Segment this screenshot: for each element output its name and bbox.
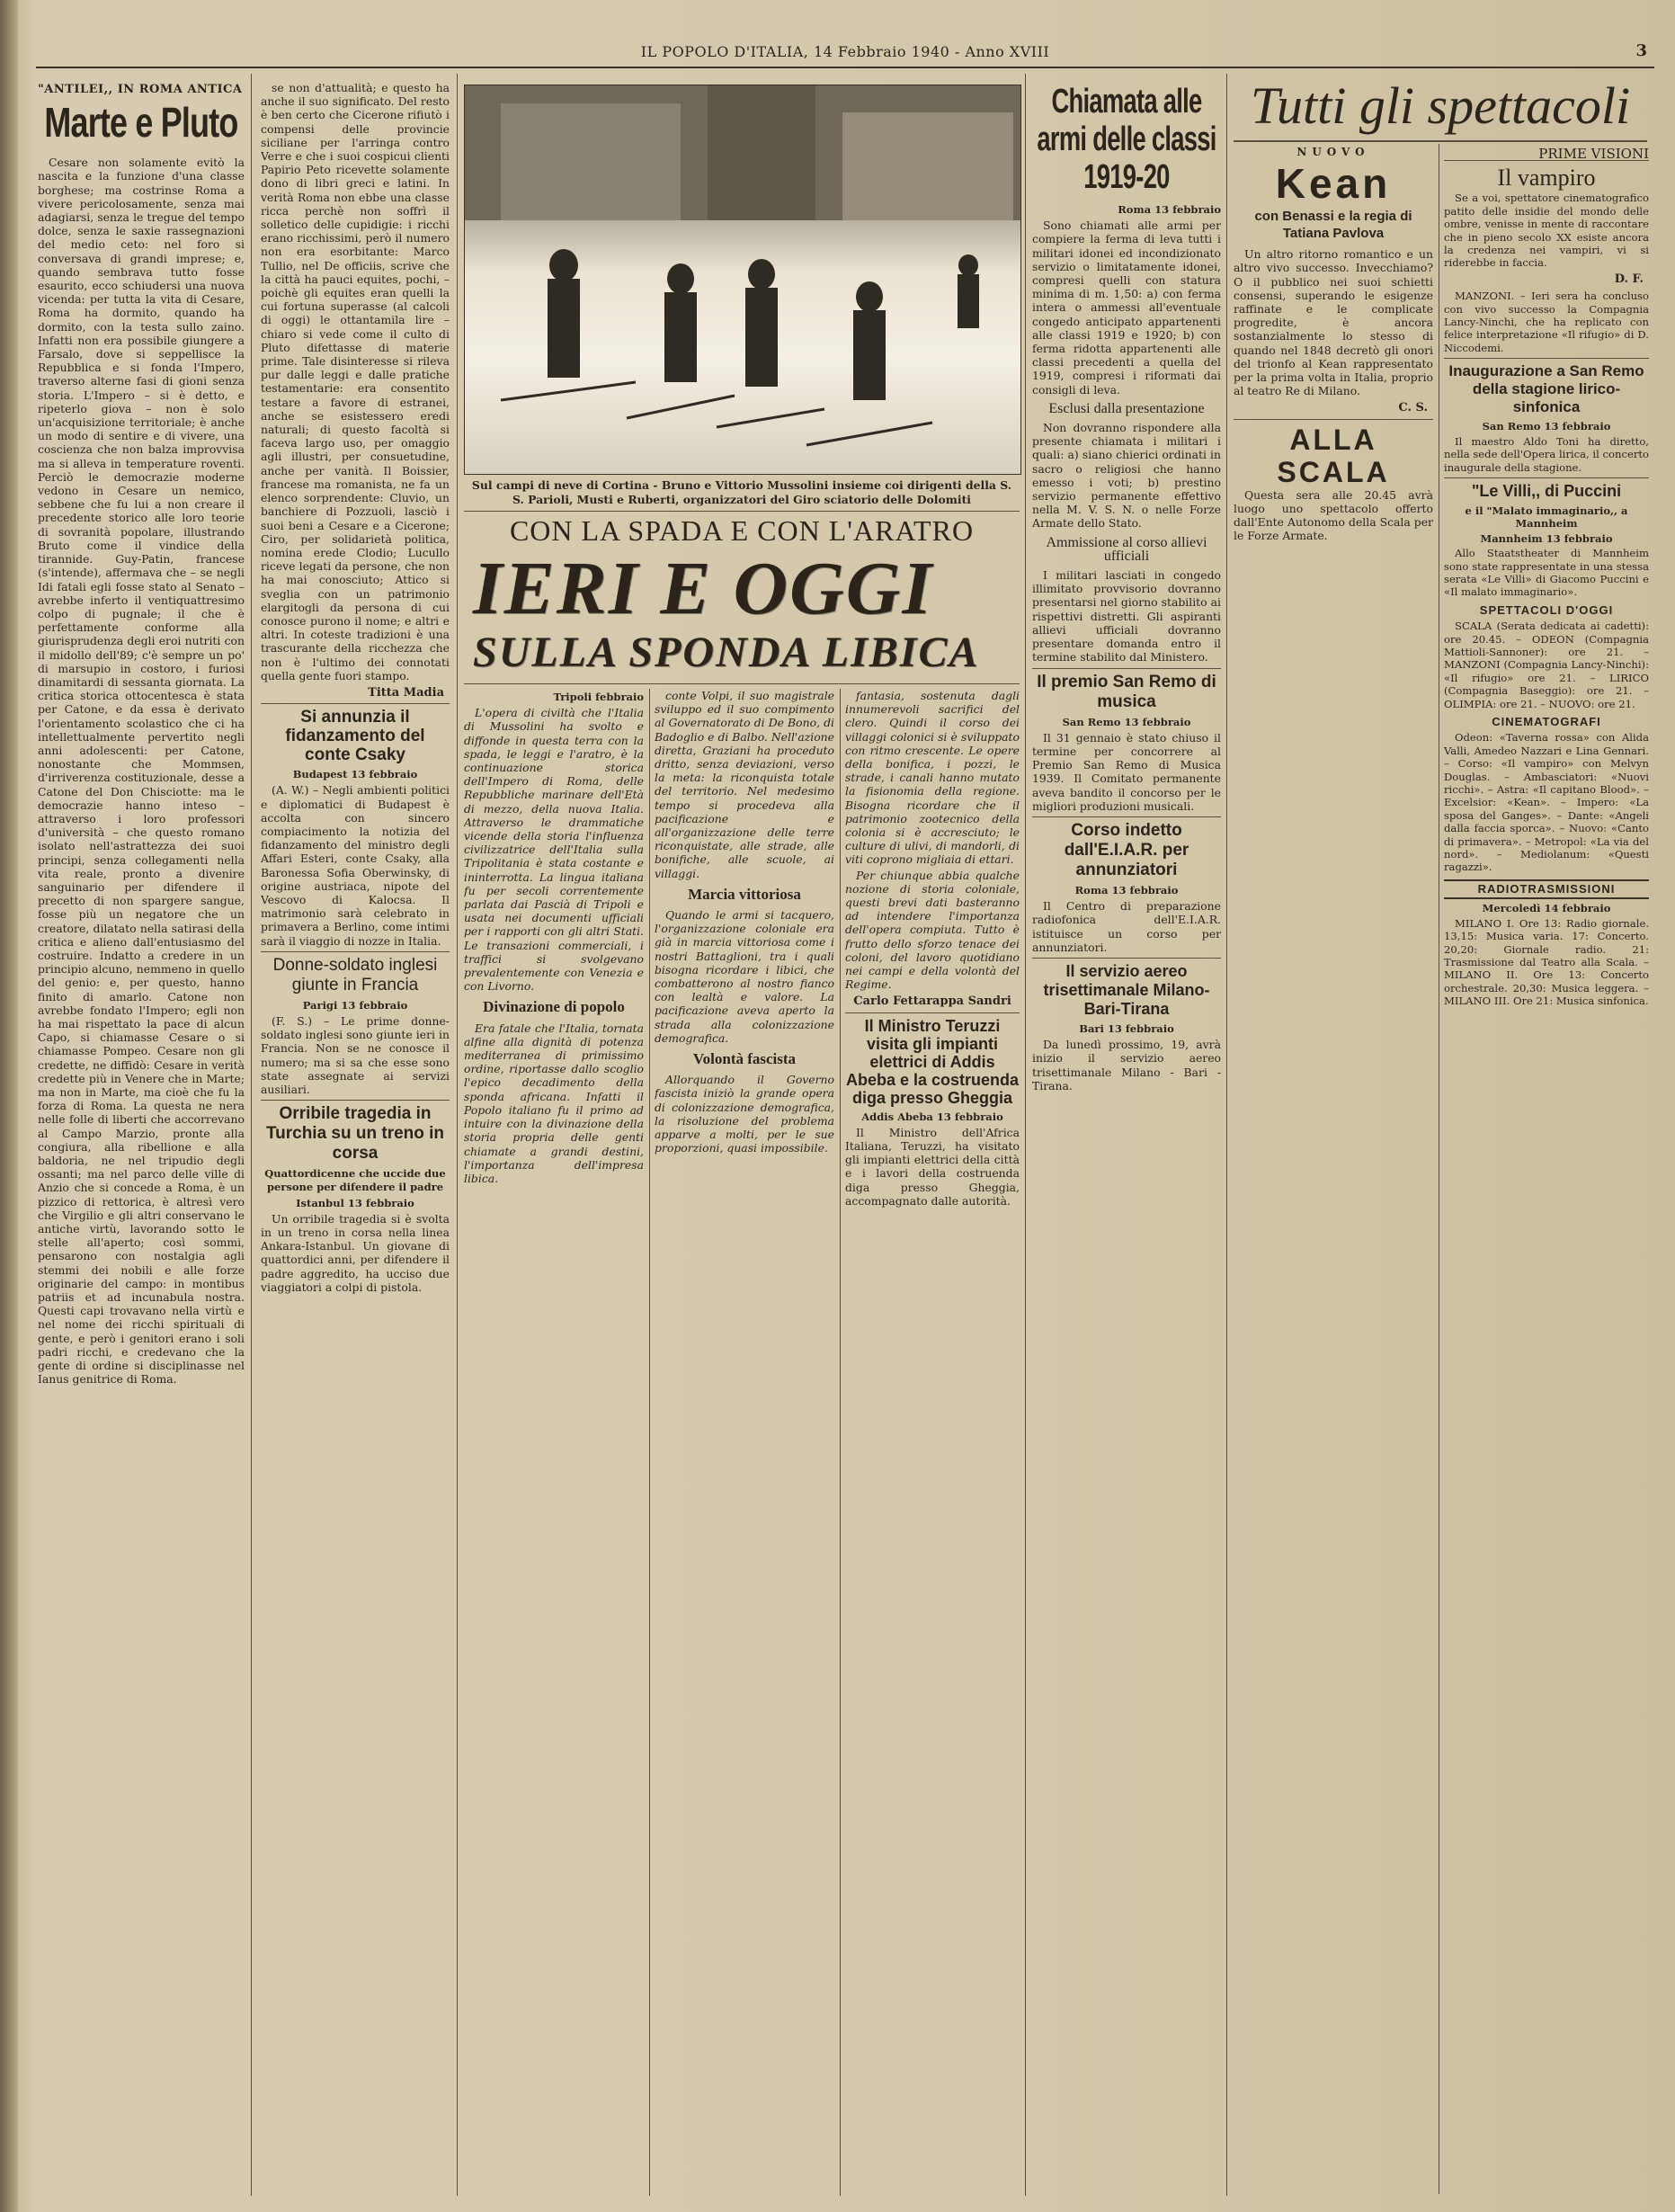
theatre-note: MANZONI. – Ieri sera ha concluso con vivo successo la Compagnia Lancy-Ninchi, che ha replicato con felice interpretazione «Il rifugio» di D. Niccodemi.	[1444, 290, 1649, 354]
news-body: (A. W.) – Negli ambienti politici e diplomatici di Budapest è accolta con sincero compiacimento la notizia del fidanzamento del ministro degli Affari Esteri, conte Csaky, alla Baronessa Sofia Oberwinsky, di origine austriaca, nipote del Vescovo di Kalocsa. Il matrimonio sarà celebrato in primavera a Berlino, come intimi sarà il viaggio di nozze in Italia.	[261, 783, 450, 948]
article-kicker: "ANTILEI,, IN ROMA ANTICA	[38, 83, 243, 96]
divider	[1234, 140, 1647, 142]
libia-subhead: Divinazione di popolo	[483, 998, 625, 1016]
libia-subhead: Marcia vittoriosa	[688, 885, 801, 903]
news-dateline: Addis Abeba 13 febbraio	[861, 1110, 1003, 1123]
news-dateline: Istanbul 13 febbraio	[296, 1196, 414, 1209]
label-nuovo: NUOVO	[1296, 146, 1370, 158]
news-dateline: San Remo 13 febbraio	[1062, 715, 1191, 728]
libia-column-a	[464, 689, 644, 2196]
section-title-spettacoli: Tutti gli spettacoli	[1250, 76, 1631, 135]
news-dateline: Budapest 13 febbraio	[292, 768, 418, 781]
news-headline: Si annunzia il fidanzamento del conte Csaky	[285, 708, 425, 765]
page-header	[36, 40, 1654, 68]
film-subtitle: con Benassi e la regia di Tatiana Pavlova	[1254, 209, 1412, 242]
news-body: Il Centro di preparazione radiofonica dell'E.I.A.R. istituisce un corso per annunziatori.	[1032, 899, 1221, 954]
listing-heading: SPETTACOLI D'OGGI	[1479, 602, 1614, 617]
listing-dateline: Mercoledì 14 febbraio	[1482, 902, 1611, 915]
news-headline: "Le Villi,, di Puccini	[1471, 481, 1622, 500]
film-review: Un altro ritorno romantico e un altro vivo successo. Invecchiamo? O il pubblico nei suoi schietti consensi, superando le esigenze raffinate e le complicate progredite, è ancora sostanzialmente lo stesso di quando nel 1848 decretò gli onori del trionfo al Kean rappresentato per la prima volta in Italia, proprio al teatro Re di Milano.	[1234, 247, 1433, 398]
masthead: IL POPOLO D'ITALIA, 14 Febbraio 1940 - Anno XVIII	[640, 43, 1050, 60]
film-title: Kean	[1275, 160, 1392, 208]
listing-heading: RADIOTRASMISSIONI	[1444, 879, 1649, 899]
news-body: Il maestro Aldo Toni ha diretto, nella sede dell'Opera lirica, il concerto inaugurale della stagione.	[1444, 434, 1649, 474]
news-headline: Il servizio aereo trisettimanale Milano-Bari-Tirana	[1043, 961, 1210, 1018]
libia-body: Per chiunque abbia qualche nozione di storia coloniale, questi brevi dati basteranno ad intendere l'importanza dell'opera compiuta. Tutto è frutto dello sforzo tenace dei coloni, del lavoro quotidiano nei campi e della volontà del Regime.	[845, 868, 1020, 992]
listing-body: Odeon: «Taverna rossa» con Alida Valli, Amedeo Nazzari e Lina Gennari. – Corso: «Il vampiro» con Melvyn Douglas. – Ambasciatori: «Nuovi ricchi». – Astra: «Il capitano Blood». – Excelsior: «Kean». – Impero: «La sposa del Ganges». – Dante: «Angeli dalla faccia sporca». – Nuovo: «Canto di primavera». – Metropol: «La via del nord». – Mediolanum: «Questi ragazzi».	[1444, 731, 1649, 874]
libia-column-c	[845, 689, 1020, 2196]
news-headline: Orribile tragedia in Turchia su un treno in corsa	[265, 1104, 445, 1164]
news-headline: Donne-soldato inglesi giunte in Francia	[272, 955, 438, 995]
article-body: Cesare non solamente evitò la nascita e la funzione d'una classe borghese; ma costrinse Roma a vivere pericolosamente, senza mai adagiarsi, senza le tregue del tempo dolce, senza le saxie rassegnazioni del medio ceto: nel foro si conversava di grandi imprese; e, quando sembrava tutto fosse esaurito, ecco schiudersi una nuova vicenda: per tutta la vita di Cesare, Roma ha dormito, quando ha dormito, con la testa sullo zaino. Infatti non era possibile giungere a Farsalo, dove si seppellisce la Repubblica e si fonda l'Impero, traverso alterne fasi di gioni senza storia. L'Impero – si è detto, e ripeterlo giova – non è solo un'acquisizione territoriale; è anche un modo di sentire e di vivere, una coscienza che non balza improvvisa ma si alleva in temperature roventi. Perciò le democrazie moderne vedono in Cesare un nemico, sebbene che fu lui a non creare il precedente storico alle loro teorie di sovranità popolare, illustrando Bruto come il vindice della tirannide. Guy-Patin, francese (s'intende), affermava che – se negli Idi fatali egli fosse stato al Senato – avrebbe inferto il ventiquattresimo colpo di pugnale; il che è perfettamente conforme alla giurisprudenza degli eroi nutriti con il midollo dell'89; c'è sempre un po' di marsupio in costoro, i furiosi dinamitardi di sessanta giornata. La critica storica ottocentesca è stata per Catone, e da essa è derivato l'orientamento scolastico che ci ha intellettualmente pervertito negli anni adolescenti: per Catone, nonostante che Mommsen, d'irriverenza costituzionale, desse a Catone del Don Chisciotte: ma le democrazie hanno inteso – attraverso i loro professori d'università – che questo romano isolato nell'astrattezza dei suoi principi, senza collegamenti nella vita reale, pronto a divenire sanguinario per difendere il precetto di non spargere sangue, fosse più un negatore che un creatore, dilatato nella satirasi della critica e alieno dall'entusiasmo del costruire. Indatto a credere in un principio alcuno, nemmeno in quello del genio: e, per questo, hanno finito di amarlo. Catone non avrebbe fondato l'Impero; egli non ha mai rispettato la pace di alcun Capo, si chiamasse Cesare o si chiamasse Pompeo. Cesare non gli credette, ne diffidò: Cesare in verità credette più in Venere che in Marte; ma non in Marte, ma cioè che fu la forza di Roma. La questa ne nera nelle folle di liberti che accorrevano al Campo Marzio, pronte alla congiura, alla ribellione e alla baldoria, ne nel tripudio degli ossanti; ma nel parco delle ville di Anzio che si concede a Roma, è un pizzico di rettorica, è altresì vero che Virgilio e gli altri conservano le antiche virtù, lavorando sotto le stelle all'aperto; così sommi, pensarono con nostalgia agli stemmi dei nobili e alle forze originarie del campo: in montibus patriis et ad incunabula nostra. Questi capi trovavano nella virtù e nel nome dei ricchi spirituali di gente, e però i genitori erano i soli padri ricchi, e credevano che la gente di ordine si disciplinasse nel Ianus genitrice di Roma.	[38, 156, 245, 1387]
column-rule	[457, 74, 458, 2196]
article-headline: Marte e Pluto	[44, 99, 238, 147]
scala-body: Questa sera alle 20.45 avrà luogo uno spettacolo offerto dall'Ente Autonomo della Scala per le Forze Armate.	[1234, 487, 1433, 543]
news-body: (F. S.) – Le prime donne-soldato inglesi sono giunte ieri in Francia. Non se ne conosce il numero; ma si sa che esse sono state assegnate ai servizi ausiliari.	[261, 1013, 450, 1096]
article-dateline: Roma 13 febbraio	[1118, 203, 1221, 216]
column-rule	[649, 689, 650, 2196]
divider	[1234, 419, 1433, 420]
review-title: Il vampiro	[1497, 165, 1596, 192]
article-byline: Titta Madia	[368, 685, 444, 700]
libia-subhead: Volontà fascista	[692, 1050, 797, 1068]
divider	[261, 703, 450, 704]
divider	[464, 683, 1020, 684]
libia-body: L'opera di civiltà che l'Italia di Mussolini ha svolto e diffonde in questa terra con la spada, le leggi e l'aratro, è la continuazione storica dell'Impero di Roma, delle Repubbliche marinare dell'Età di mezzo, della nuova Italia. Attraverso le drammatiche vicende della storia l'influenza civilizzatrice dell'Italia sulla Tripolitania è stata costante e ininterrotta. La lingua italiana fu per secoli correntemente parlata dai Pascià di Tripoli e usata nei documenti ufficiali per i rapporti con gli altri Stati. Le transazioni commerciali, i traffici si svolgevano prevalentemente con Venezia e con Livorno.	[464, 706, 644, 994]
article-body-continued: se non d'attualità; e questo ha anche il suo significato. Del resto è ben certo che Cicerone rifiutò i compensi delle provincie siciliane per l'arringa contro Verre e che i suoi cospicui clienti Papirio Peto ricevette solamente dono di libri greci e latini. In verità Roma non ebbe una classe ricca perchè non soffrì il solletico delle cupidigie: i ricchi erano ricchissimi, però il numero non era esorbitante: Marco Tullio, nel De officiis, scrive che la città ha pauci equites, pochi, – poichè gli equites eran quelli la cui fortuna superasse (al calcoli di oggi) le ottantamila lire – chiaro si vede come il culto di Pluto difettasse di materie prime. Tale disinteresse si rileva pur dalle leggi e dalle pratiche testamentarie: era consentito testare a favore di estranei, anche se esistessero eredi naturali; di questo facoltà si faceva largo uso, per omaggio agli illustri, per consuetudine, anche per vanità. Il Boissier, francese ma romanista, ne fa un elenco sorprendente: Cluvio, un banchiere di Pozzuoli, lasciò i suoi beni a Cesare e a Cicerone; Ciro, per solidarietà politica, nomina erede Clodio; Lucullo riceve legati da persone, che non ha mai conosciuto; Attico si sveglia con un patrimonio elargitogli da persona di cui conosce purono il nome; e altri e altri. In coteste tradizioni è una trascurante della ricchezza che non è l'ultimo dei connotati quella gente fuori stampo.	[261, 81, 450, 682]
photo-skiers-cortina	[464, 85, 1021, 475]
libia-body: Quando le armi si tacquero, l'organizzazione coloniale era già in marcia vittoriosa come i nostri Battaglioni, tra i quali bisogna ricordare i libici, che combatterono al nostro fianco con lealtà e valore. La pacificazione aveva aperto la strada alla colonizzazione demografica.	[655, 908, 834, 1045]
page-number: 3	[1635, 41, 1647, 60]
libia-headline-line2: SULLA SPONDA LIBICA	[473, 629, 980, 676]
photo-image	[465, 85, 1020, 474]
article-body: I militari lasciati in congedo illimitato provvisorio dovranno presentarsi nel giorno stabilito ai rispettivi distretti. Gli aspiranti allievi ufficiali dovranno presentare domanda entro il termine stabilito dal Ministero.	[1032, 568, 1221, 664]
article-subhead: Ammissione al corso allievi ufficiali	[1046, 534, 1207, 564]
divider	[845, 1012, 1020, 1013]
libia-dateline: Tripoli febbraio	[553, 691, 644, 703]
photo-caption: Sul campi di neve di Cortina - Bruno e Vittorio Mussolini insieme coi dirigenti della S. S. Parioli, Musti e Ruberti, organizzatori del Giro sciatorio delle Dolomiti	[471, 478, 1012, 506]
libia-kicker: CON LA SPADA E CON L'ARATRO	[509, 514, 975, 547]
libia-column-b	[655, 689, 834, 2196]
libia-headline-line1: IERI E OGGI	[473, 547, 934, 630]
prime-visioni-label: PRIME VISIONI	[1444, 147, 1649, 161]
article-headline: Chiamata alle armi delle classi 1919-20	[1037, 83, 1216, 196]
libia-byline: Carlo Fettarappa Sandri	[853, 995, 1011, 1009]
news-dateline: San Remo 13 febbraio	[1482, 420, 1611, 433]
article-column-two	[261, 81, 450, 2194]
divider	[464, 511, 1020, 512]
spettacoli-column-b	[1444, 146, 1649, 2194]
review-body: Se a voi, spettatore cinematografico patito delle insidie del mondo delle ombre, venisse in mente di raccontare che in pieno secolo XX esiste ancora la credenza nei vampiri, vi si riderebbe in faccia.	[1444, 192, 1649, 270]
review-byline: D. F.	[1614, 272, 1644, 286]
divider	[261, 951, 450, 952]
listing-heading: CINEMATOGRAFI	[1492, 715, 1601, 728]
news-headline: Corso indetto dall'E.I.A.R. per annunziatori	[1064, 820, 1189, 879]
review-byline: C. S.	[1398, 401, 1428, 415]
divider	[1444, 358, 1649, 359]
news-dateline: Parigi 13 febbraio	[302, 998, 408, 1012]
page-spine	[0, 0, 18, 2212]
news-subhead: e il "Malato immaginario,, a Mannheim	[1465, 504, 1628, 531]
divider	[1032, 816, 1221, 817]
news-body: Il 31 gennaio è stato chiuso il termine per concorrere al Premio San Remo di Musica 1939. Il Comitato permanente aveva bandito il concorso per le migliori produzioni musicali.	[1032, 730, 1221, 813]
scala-title: ALLA SCALA	[1277, 423, 1390, 488]
libia-body: Allorquando il Governo fascista iniziò la grande opera di colonizzazione demografica, la risoluzione del problema apparve a molti, per le sue proporzioni, quasi impossibile.	[655, 1073, 834, 1155]
libia-body: conte Volpi, il suo magistrale sviluppo ed il suo compimento al Governatorato di De Bono, di Badoglio e di Balbo. Nell'azione diretta, Graziani ha proceduto dritto, senza deviazioni, verso la meta: la riconquista totale del territorio. Nel medesimo tempo si procedeva alla pacificazione e all'organizzazione delle terre riconquistate, alle strade, alle bonifiche, alle scuole, ai villaggi.	[655, 689, 834, 880]
news-subhead: Quattordicenne che uccide due persone per difendere il padre	[264, 1167, 446, 1194]
news-headline: Il premio San Remo di musica	[1037, 672, 1216, 711]
divider	[1032, 958, 1221, 959]
divider	[261, 1100, 450, 1101]
spettacoli-column-a	[1234, 146, 1433, 2194]
listing-body: SCALA (Serata dedicata ai cadetti): ore 20.45. – ODEON (Compagnia Mattioli-Sannoner): ore 21. – MANZONI (Compagnia Lancy-Ninchi): «Il rifugio» ore 21. – LIRICO (Compagnia Baseggio): ore 21. – OLIMPIA: ore 21. – NUOVO: ore 21.	[1444, 620, 1649, 710]
article-body: Non dovranno rispondere alla presente chiamata i militari i quali: a) siano chierici ordinati in sacro o religiosi che hanno emesso i voti; b) prestino servizio permanente effettivo nella M. V. S. N. o nelle Forze Armate dello Stato.	[1032, 421, 1221, 531]
article-body: Sono chiamati alle armi per compiere la ferma di leva tutti i militari idonei ed incondizionato servizio o limitatamente idonei, compresi quelli con statura minima di m. 1,50: a) con ferma intera o ammessi all'eventuale congedo anticipato appartenenti alle classi 1919 e 1920; b) con ferma ridotta appartenenti alle classi precedenti a quella del 1919, compresi i riformati dai consigli di leva.	[1032, 219, 1221, 397]
news-dateline: Bari 13 febbraio	[1079, 1021, 1174, 1035]
news-body: Un orribile tragedia si è svolta in un treno in corsa nella linea Ankara-Istanbul. Un giovane di quattordici anni, per difendere il padre aggredito, ha ucciso due viaggiatori a colpi di pistola.	[261, 1211, 450, 1294]
news-headline: Inaugurazione a San Remo della stagione lirico-sinfonica	[1448, 362, 1644, 416]
news-dateline: Roma 13 febbraio	[1074, 883, 1179, 896]
news-body: Allo Staatstheater di Mannheim sono state rappresentate in una stessa serata «Le Villi» di Giacomo Puccini e «Il malato immaginario».	[1444, 547, 1649, 599]
news-body: Da lunedì prossimo, 19, avrà inizio il servizio aereo trisettimanale Milano - Bari - Tirana.	[1032, 1038, 1221, 1093]
article-subhead: Esclusi dalla presentazione	[1048, 400, 1205, 416]
column-rule	[251, 74, 252, 2196]
listing-body: MILANO I. Ore 13: Radio giornale. 13,15: Musica varia. 17: Concerto. 20,20: Giornale radio. 21: Trasmissione dal Teatro alla Scala. – MILANO II. Ore 13: Concerto orchestrale. 20,30: Musica leggera. – MILANO III. Ore 21: Musica sinfonica.	[1444, 916, 1649, 1008]
libia-body: Era fatale che l'Italia, tornata alfine alla dignità di potenza mediterranea di primissimo ordine, riportasse dallo scoglio l'epico decadimento della sponda africana. Infatti il Popolo italiano fu il primo ad intuire con la divinazione della storia propria delle genti chiamate a grandi destini, l'importanza dell'impresa libica.	[464, 1021, 644, 1185]
news-headline: Il Ministro Teruzzi visita gli impianti elettrici di Addis Abeba e la costruenda diga presso Gheggia	[845, 1016, 1020, 1107]
divider	[1032, 668, 1221, 669]
column-rule	[840, 689, 841, 2196]
libia-body: fantasia, sostenuta dagli innumerevoli sacrifici del clero. Quindi il corso dei villaggi colonici si è sviluppato con ritmo crescente. Le opere della bonifica, i pozzi, le strade, i canali hanno mutato la fisionomia della regione. Bisogna ricordare che il patrimonio zootecnico della colonia si è accresciuto; le culture di ulivi, di mandorli, di viti coprono migliaia di ettari.	[845, 689, 1020, 867]
column-rule	[1226, 74, 1227, 2196]
divider	[1444, 477, 1649, 478]
column-rule	[1025, 74, 1026, 2196]
news-body: Il Ministro dell'Africa Italiana, Teruzzi, ha visitato gli impianti elettrici della città e i lavori della costruenda diga presso Gheggia, accompagnato dalle autorità.	[845, 1125, 1020, 1208]
news-dateline: Mannheim 13 febbraio	[1480, 531, 1613, 545]
article-chiamata-alle-armi	[1032, 83, 1221, 2196]
article-marte-e-pluto	[38, 83, 245, 2196]
